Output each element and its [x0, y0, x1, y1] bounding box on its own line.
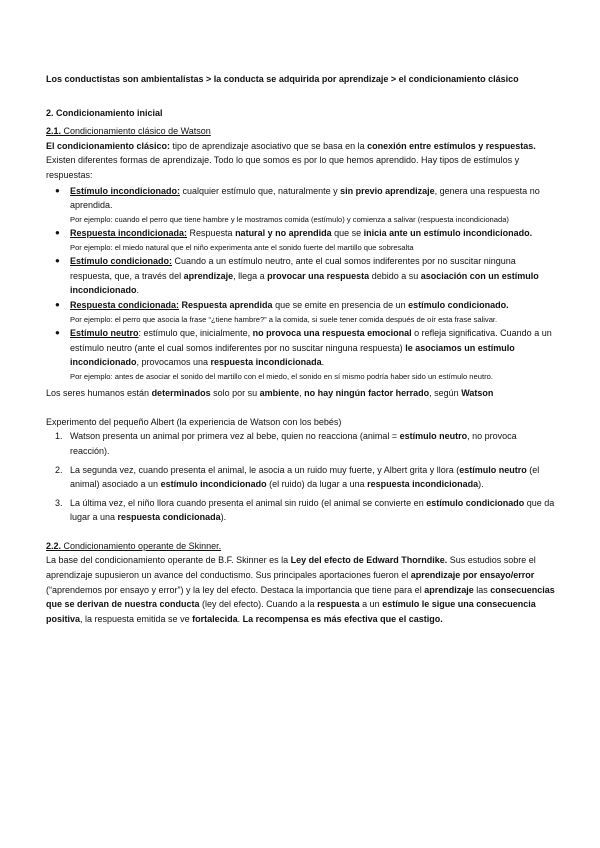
list-item-estimulo-neutro: ● Estímulo neutro: estímulo que, inicialmente, no provoca una respuesta emocional o refleja significativa. Cuando a un estímulo neutro (ante el cual somos indiferentes por no suscitar ninguna respuesta) le asociamos un estímulo incondicionado, provocamos una respuesta incondicionada. Por ejemplo: antes de asociar el sonido del martillo con el miedo, el sonido en sí mismo podría haber sido un estímulo neutro.: [46, 326, 558, 383]
intro-summary: Los conductistas son ambientalistas > la conducta se adquirida por aprendizaje > el condicionamiento clásico: [46, 74, 519, 84]
example-note: Por ejemplo: antes de asociar el sonido del martillo con el miedo, el sonido en sí mismo podría haber sido un estímulo neutro.: [70, 371, 493, 381]
list-item-respuesta-condicionada: ● Respuesta condicionada: Respuesta aprendida que se emite en presencia de un estímulo condicionado. Por ejemplo: el perro que asocia la frase “¿tiene hambre?” a la comida, si suele tener comida después de oír esta frase salivar.: [46, 298, 558, 326]
list-item-estimulo-incondicionado: ● Estímulo incondicionado: cualquier estímulo que, naturalmente y sin previo aprendizaje, genera una respuesta no aprendida. Por ejemplo: cuando el perro que tiene hambre y le mostramos comida (estímulo) y comienza a salivar (respuesta incondicionada): [46, 184, 558, 227]
watson-determinism-statement: Los seres humanos están determinados solo por su ambiente, no hay ningún factor herrado, según Watson: [46, 388, 494, 399]
section-2-1-title: Condicionamiento clásico de Watson: [61, 126, 211, 137]
example-note: Por ejemplo: el miedo natural que el niño experimenta ante el sonido fuerte del martillo que sobresalta: [70, 242, 414, 252]
example-note: Por ejemplo: el perro que asocia la frase “¿tiene hambre?” a la comida, si suele tener comida después de oír esta frase salivar.: [70, 314, 498, 324]
bullet-icon: ●: [55, 327, 60, 337]
list-item: 2. La segunda vez, cuando presenta el animal, le asocia a un ruido muy fuerte, y Albert grita y llora (estímulo neutro (el animal) asociado a un estímulo incondicionado (el ruido) da lugar a una respuesta incondicionada).: [55, 464, 540, 490]
section-2-2-number: 2.2.: [46, 540, 62, 551]
section-2-1-number: 2.1.: [46, 126, 62, 137]
classical-conditioning-definition: El condicionamiento clásico: tipo de aprendizaje asociativo que se basa en la conexión entre estímulos y respuestas. Existen diferentes formas de aprendizaje. Todo lo que somos es por lo que hemos aprendido. Hay tipos de estímulos y respuestas:: [46, 140, 536, 180]
list-item-respuesta-incondicionada: ● Respuesta incondicionada: Respuesta natural y no aprendida que se inicia ante un estímulo incondicionado. Por ejemplo: el miedo natural que el niño experimenta ante el sonido fuerte del martillo que sobresalta: [46, 226, 558, 254]
list-item-estimulo-condicionado: ● Estímulo condicionado: Cuando a un estímulo neutro, ante el cual somos indiferentes por no suscitar ninguna respuesta, que, a través del aprendizaje, llega a provocar una respuesta debido a su asociación con un estímulo incondicionado.: [55, 256, 539, 296]
section-2-heading: 2. Condicionamiento inicial: [46, 107, 163, 118]
example-note: Por ejemplo: cuando el perro que tiene hambre y le mostramos comida (estímulo) y comienza a salivar (respuesta incondicionada): [70, 214, 509, 224]
section-2-1-heading: [46, 124, 558, 139]
list-number: 3.: [55, 497, 63, 508]
list-number: 2.: [55, 464, 63, 475]
albert-steps-list: [46, 429, 558, 525]
section-2-2-heading: [46, 539, 558, 554]
list-item: 1. Watson presenta un animal por primera vez al bebe, quien no reacciona (animal = estímulo neutro, no provoca reacción).: [55, 431, 517, 456]
document-body: [46, 72, 558, 626]
albert-experiment-title: Experimento del pequeño Albert (la experiencia de Watson con los bebés): [46, 416, 342, 427]
list-number: 1.: [55, 431, 63, 442]
section-2-2-title: Condicionamiento operante de Skinner.: [61, 540, 222, 551]
bullet-icon: ●: [55, 185, 60, 195]
stimulus-response-list: [46, 184, 558, 384]
bullet-icon: ●: [55, 256, 60, 266]
skinner-paragraph: La base del condicionamiento operante de B.F. Skinner es la Ley del efecto de Edward Thorndike. Sus estudios sobre el aprendizaje supusieron un avance del conductismo. Sus principales aportaciones fueron el aprendizaje por ensayo/error (“aprendemos por ensayo y error”) y la ley del efecto. Destaca la importancia que tiene para el aprendizaje las consecuencias que se derivan de nuestra conducta (ley del efecto). Cuando a la respuesta a un estímulo le sigue una consecuencia positiva, la respuesta emitida se ve fortalecida. La recompensa es más efectiva que el castigo.: [46, 555, 555, 624]
bullet-icon: ●: [55, 299, 60, 309]
bullet-icon: ●: [55, 228, 60, 238]
list-item: 3. La última vez, el niño llora cuando presenta el animal sin ruido (el animal se convierte en estímulo condicionado que da lugar a una respuesta condicionada).: [55, 497, 555, 523]
